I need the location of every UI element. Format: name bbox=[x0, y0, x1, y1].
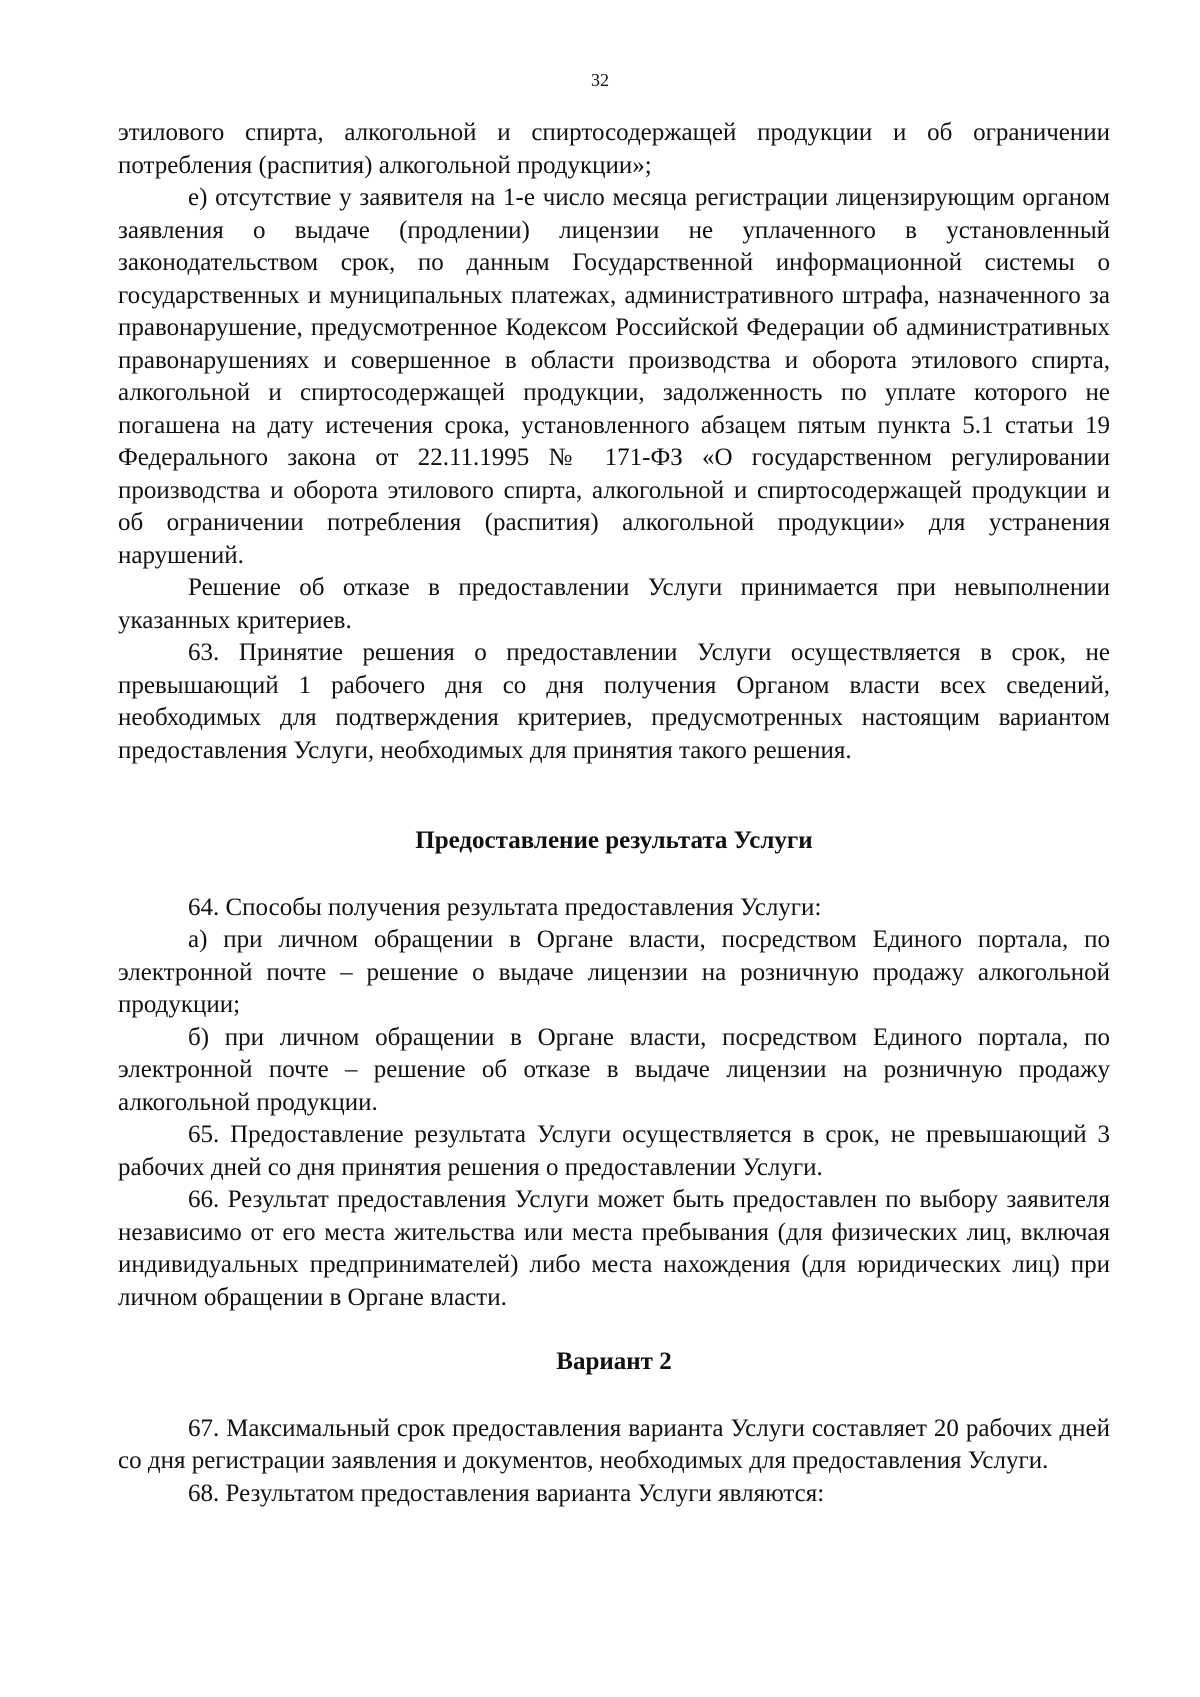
paragraph-64-b: б) при личном обращении в Органе власти, посредством Единого портала, по электронной почте – решение об отказе в выдаче лицензии на розничную продажу алкогольной продукции. bbox=[118, 1023, 1110, 1116]
paragraph-64: 64. Способы получения результата предоставления Услуги: bbox=[188, 893, 822, 921]
document-body bbox=[118, 117, 1110, 1510]
section-heading-variant-2: Вариант 2 bbox=[556, 1348, 672, 1375]
section-heading-result: Предоставление результата Услуги bbox=[415, 827, 813, 854]
paragraph-65: 65. Предоставление результата Услуги осуществляется в срок, не превышающий 3 рабочих дней со дня принятия решения о предоставлении Услуги. bbox=[118, 1121, 1110, 1181]
page-number: 32 bbox=[591, 70, 609, 90]
paragraph-68: 68. Результатом предоставления варианта Услуги являются: bbox=[188, 1479, 825, 1507]
paragraph-63: 63. Принятие решения о предоставлении Услуги осуществляется в срок, не превышающий 1 рабочего дня со дня получения Органом власти всех сведений, необходимых для подтверждения критериев, предусмотренных настоящим вариантом предоставления Услуги, необходимых для принятия такого решения. bbox=[118, 639, 1110, 764]
paragraph-continuation: этилового спирта, алкогольной и спиртосодержащей продукции и об ограничении потребления (распития) алкогольной продукции»; bbox=[118, 119, 1110, 179]
paragraph-67: 67. Максимальный срок предоставления варианта Услуги составляет 20 рабочих дней со дня регистрации заявления и документов, необходимых для предоставления Услуги. bbox=[118, 1414, 1110, 1474]
paragraph-item-e: е) отсутствие у заявителя на 1-е число месяца регистрации лицензирующим органом заявления о выдаче (продлении) лицензии не уплаченного в установленный законодательством срок, по данным Государственной информационной системы о государственных и муниципальных платежах, административного штрафа, назначенного за правонарушение, предусмотренное Кодексом Российской Федерации об административных правонарушениях и совершенное в области производства и оборота этилового спирта, алкогольной и спиртосодержащей продукции, задолженность по уплате которого не погашена на дату истечения срока, установленного абзацем пятым пункта 5.1 статьи 19 Федерального закона от 22.11.1995 № 171-ФЗ «О государственном регулировании производства и оборота этилового спирта, алкогольной и спиртосодержащей продукции и об ограничении потребления (распития) алкогольной продукции» для устранения нарушений. bbox=[118, 184, 1110, 569]
paragraph-64-a: а) при личном обращении в Органе власти, посредством Единого портала, по электронной почте – решение о выдаче лицензии на розничную продажу алкогольной продукции; bbox=[118, 926, 1110, 1018]
paragraph-66: 66. Результат предоставления Услуги может быть предоставлен по выбору заявителя независимо от его места жительства или места пребывания (для физических лиц, включая индивидуальных предпринимателей) либо места нахождения (для юридических лиц) при личном обращении в Органе власти. bbox=[118, 1186, 1110, 1311]
paragraph-refusal-decision: Решение об отказе в предоставлении Услуги принимается при невыполнении указанных критериев. bbox=[118, 574, 1110, 634]
